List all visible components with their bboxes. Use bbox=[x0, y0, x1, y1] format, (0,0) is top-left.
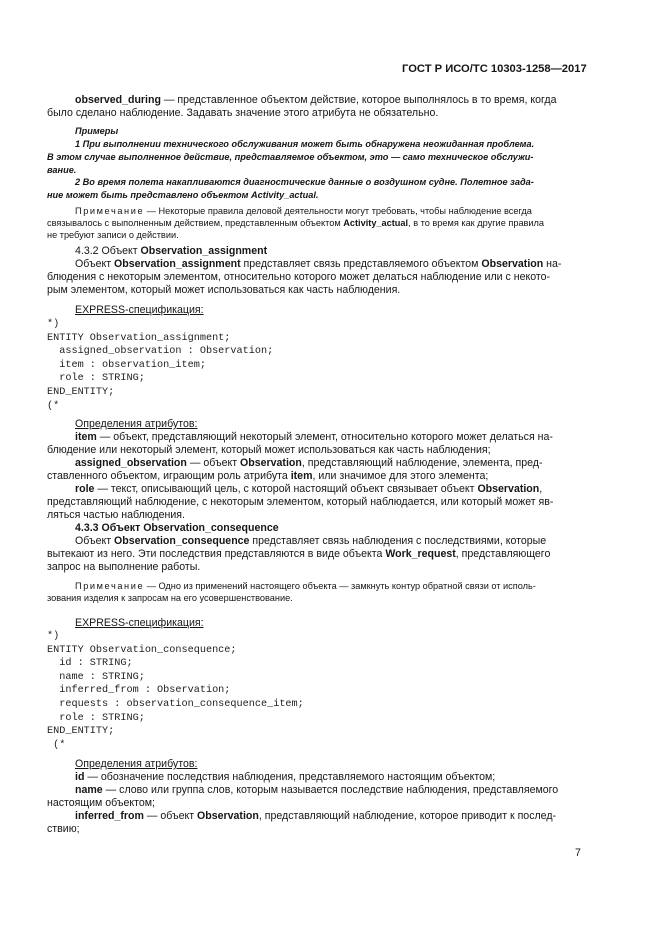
paragraph-line bbox=[47, 548, 550, 561]
paragraph-line: блюдения с некоторым элементом, относительно которого может делаться наблюдение или с некото- bbox=[47, 271, 551, 283]
example-text: . bbox=[315, 190, 319, 200]
entity-term: Observation_consequence bbox=[114, 535, 250, 547]
example-term: Activity_actual bbox=[251, 190, 316, 200]
attribute-definitions-label: Определения атрибутов: bbox=[75, 758, 198, 770]
attribute-text: — слово или группа слов, которым называется последствие наблюдения, представляемого bbox=[102, 784, 559, 796]
note-label: Примечание bbox=[75, 206, 145, 216]
attribute-definition-assigned-observation bbox=[47, 457, 581, 470]
attribute-text: — объект bbox=[143, 810, 198, 822]
attribute-term: id bbox=[75, 771, 85, 783]
section-heading-term: Observation_assignment bbox=[140, 245, 268, 257]
attribute-text: , представляющий наблюдение, элемента, пред- bbox=[301, 457, 543, 469]
attribute-text: — объект, представляющий некоторый элемент, относительно которого может делаться на- bbox=[96, 431, 553, 443]
observed-during-paragraph bbox=[47, 94, 581, 107]
example-2-line bbox=[47, 189, 318, 202]
attribute-text-line: ляться частью наблюдения. bbox=[47, 509, 185, 521]
document-header: ГОСТ Р ИСО/ТС 10303-1258—2017 bbox=[402, 63, 587, 75]
entity-term: Observation bbox=[481, 258, 544, 270]
example-1-line: вание. bbox=[47, 165, 77, 175]
paragraph-text: представляет связь наблюдения с последствиями, которые bbox=[249, 535, 547, 547]
section-heading-text: 4.3.2 Объект bbox=[75, 245, 141, 257]
attribute-text-line: ствию; bbox=[47, 823, 80, 835]
note-text: — Одно из применений настоящего объекта — замкнуть контур обратной связи от исполь- bbox=[144, 581, 536, 591]
entity-term: Observation_assignment bbox=[114, 258, 241, 270]
express-code-block: *) ENTITY Observation_assignment; assigned_observation : Observation; item : observation_item; role : STRING; END_ENTITY; (* bbox=[47, 319, 274, 412]
attribute-text-line: блюдение или некоторый элемент, который может использоваться как часть наблюдения; bbox=[47, 444, 491, 456]
attribute-definition-inferred-from bbox=[47, 810, 581, 823]
paragraph-text: на- bbox=[543, 258, 562, 270]
entity-term: Observation bbox=[240, 457, 302, 469]
example-1-line: 1 При выполнении технического обслуживания может быть обнаружена неожиданная проблема. bbox=[75, 139, 535, 149]
attribute-definition-item bbox=[47, 431, 581, 444]
note-text: — Некоторые правила деловой деятельности могут требовать, чтобы наблюдение всегда bbox=[144, 206, 532, 216]
examples-heading: Примеры bbox=[75, 126, 119, 136]
page-number: 7 bbox=[575, 847, 581, 859]
paragraph-text: , представляющего bbox=[455, 548, 551, 560]
attribute-definitions-label: Определения атрибутов: bbox=[75, 418, 198, 430]
attribute-text: , или значимое для этого элемента; bbox=[312, 470, 489, 482]
attribute-text: — текст, описывающий цель, с которой настоящий объект связывает объект bbox=[94, 483, 478, 495]
entity-term: Observation bbox=[477, 483, 540, 495]
attribute-text: ставленного объектом, играющим роль атрибута bbox=[47, 470, 291, 482]
paragraph-line bbox=[47, 535, 581, 548]
attribute-term: item bbox=[75, 431, 97, 443]
entity-term: Work_request bbox=[385, 548, 456, 560]
attribute-term: name bbox=[75, 784, 103, 796]
attribute-term: inferred_from bbox=[75, 810, 144, 822]
attribute-definition-id bbox=[47, 771, 581, 784]
attribute-text: — представленное объектом действие, которое выполнялось в то время, когда bbox=[160, 94, 557, 106]
example-text: ние может быть представлено объектом bbox=[47, 190, 252, 200]
express-code-block: *) ENTITY Observation_consequence; id : STRING; name : STRING; inferred_from : Observation; requests : observation_consequence_item; role : STRING; END_ENTITY; (* bbox=[47, 631, 304, 751]
express-spec-label: EXPRESS-спецификация: bbox=[75, 304, 204, 316]
paragraph-text: вытекают из него. Эти последствия представляются в виде объекта bbox=[47, 548, 386, 560]
attribute-definition-role bbox=[47, 483, 581, 496]
attribute-term: observed_during bbox=[75, 94, 161, 106]
note-line: зования изделия к запросам на его усовершенствование. bbox=[47, 593, 293, 603]
note-text: , в то время как другие правила bbox=[408, 218, 545, 228]
paragraph-text: Объект bbox=[75, 535, 115, 547]
example-2-line: 2 Во время полета накапливаются диагностические данные о воздушном судне. Полетное зада- bbox=[75, 177, 534, 187]
section-heading-4-3-2 bbox=[75, 245, 267, 258]
note-text: связывалось с выполненным действием, представленным объектом bbox=[47, 218, 344, 228]
attribute-term: assigned_observation bbox=[75, 457, 187, 469]
paragraph-text: представляет связь представляемого объектом bbox=[240, 258, 482, 270]
attribute-text: — обозначение последствия наблюдения, представляемого настоящим объектом; bbox=[84, 771, 496, 783]
attribute-text-line: настоящим объектом; bbox=[47, 797, 155, 809]
attribute-text-line: представляющий наблюдение, с некоторым элементом, который наблюдается, или который может яв- bbox=[47, 496, 554, 508]
attribute-text-line bbox=[47, 470, 488, 483]
paragraph-line: запрос на выполнение работы. bbox=[47, 561, 201, 573]
attribute-text-line: было сделано наблюдение. Задавать значение этого атрибута не обязательно. bbox=[47, 107, 439, 119]
attribute-text: , представляющий наблюдение, которое приводит к послед- bbox=[258, 810, 557, 822]
paragraph-line bbox=[47, 258, 581, 271]
attribute-term: item bbox=[290, 470, 313, 482]
paragraph-line: рым элементом, который может использоваться как часть наблюдения. bbox=[47, 284, 401, 296]
attribute-term: role bbox=[75, 483, 95, 495]
section-heading-4-3-3: 4.3.3 Объект Observation_consequence bbox=[75, 522, 279, 534]
entity-term: Observation bbox=[197, 810, 259, 822]
note-line bbox=[47, 217, 544, 230]
note-label: Примечание bbox=[75, 581, 145, 591]
attribute-definition-name bbox=[47, 784, 581, 797]
note-line bbox=[75, 205, 532, 218]
paragraph-text: Объект bbox=[75, 258, 115, 270]
note-term: Activity_actual bbox=[343, 218, 409, 228]
note-line bbox=[75, 580, 536, 593]
express-spec-label: EXPRESS-спецификация: bbox=[75, 617, 204, 629]
note-line: не требуют записи о действии. bbox=[47, 230, 179, 240]
attribute-text: , bbox=[539, 483, 543, 495]
attribute-text: — объект bbox=[186, 457, 241, 469]
example-1-line: В этом случае выполненное действие, представляемое объектом, это — само техническое обслужи- bbox=[47, 152, 534, 162]
